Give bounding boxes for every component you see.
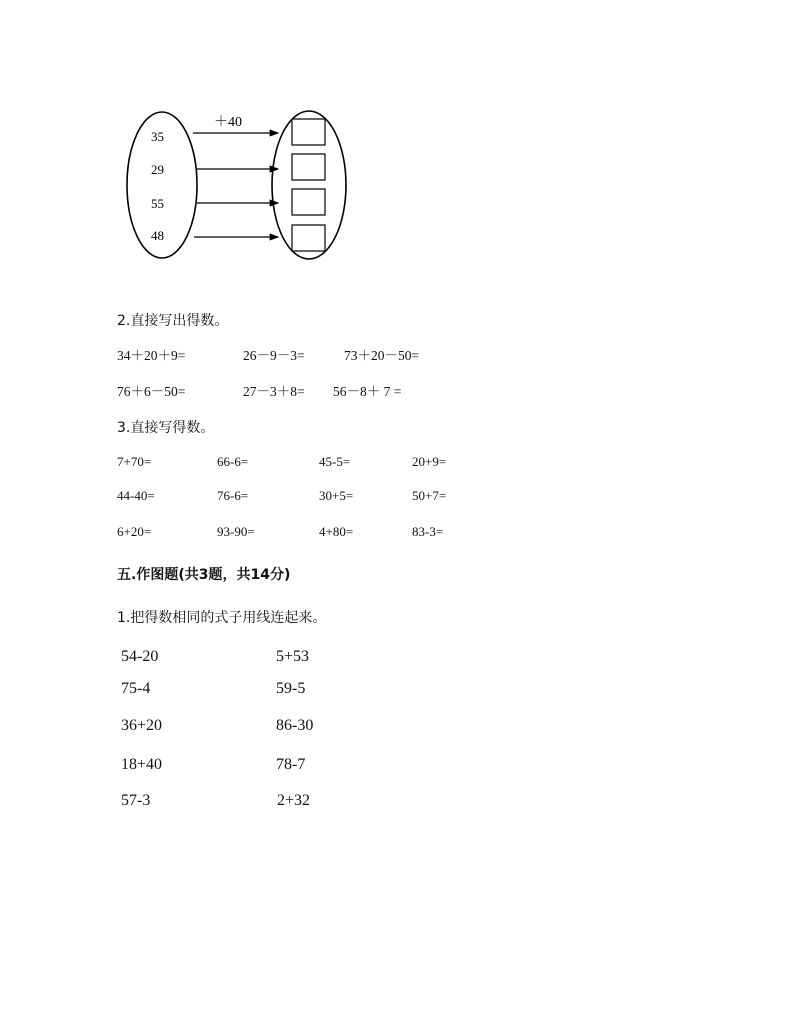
input-number: 48 (151, 228, 164, 243)
q3-equation: 83-3= (412, 524, 444, 539)
operation-label: ＋40 (214, 115, 242, 130)
q3-equation: 20+9= (412, 454, 447, 469)
answer-box[interactable] (292, 189, 325, 215)
mapping-diagram (120, 105, 360, 270)
right-expression[interactable]: 86-30 (276, 717, 314, 734)
q3-title: 3.直接写得数。 (117, 420, 215, 436)
section-heading: 五.作图题(共3题，共14分) (117, 567, 291, 583)
answer-box[interactable] (292, 119, 325, 145)
left-expression[interactable]: 18+40 (121, 756, 163, 773)
input-number: 55 (151, 196, 164, 211)
q2-equation: 34＋20＋9= (117, 348, 186, 363)
q3-equation: 6+20= (117, 524, 152, 539)
q2-equation: 76＋6－50= (117, 384, 186, 399)
q3-equation: 93-90= (217, 524, 255, 539)
right-expression[interactable]: 5+53 (276, 648, 310, 665)
right-expression[interactable]: 78-7 (276, 756, 306, 773)
q2-equation: 27－3＋8= (243, 384, 305, 399)
q3-equation: 4+80= (319, 524, 354, 539)
input-number: 35 (151, 129, 164, 144)
left-expression[interactable]: 36+20 (121, 717, 163, 734)
answer-box[interactable] (292, 225, 325, 251)
q3-equation: 45-5= (319, 454, 351, 469)
left-expression[interactable]: 54-20 (121, 648, 159, 665)
q3-equation: 50+7= (412, 488, 447, 503)
q3-equation: 30+5= (319, 488, 354, 503)
q2-title: 2.直接写出得数。 (117, 313, 229, 329)
q3-equation: 76-6= (217, 488, 249, 503)
q3-equation: 7+70= (117, 454, 152, 469)
q3-equation: 44-40= (117, 488, 155, 503)
left-expression[interactable]: 57-3 (121, 792, 151, 809)
answer-box[interactable] (292, 154, 325, 180)
input-number: 29 (151, 162, 164, 177)
q2-equation: 56－8＋ 7 = (333, 384, 402, 399)
right-expression[interactable]: 2+32 (277, 792, 311, 809)
q1-title: 1.把得数相同的式子用线连起来。 (117, 610, 327, 626)
q3-equation: 66-6= (217, 454, 249, 469)
left-expression[interactable]: 75-4 (121, 680, 151, 697)
q2-equation: 26－9－3= (243, 348, 305, 363)
right-expression[interactable]: 59-5 (276, 680, 306, 697)
q2-equation: 73＋20－50= (344, 348, 420, 363)
